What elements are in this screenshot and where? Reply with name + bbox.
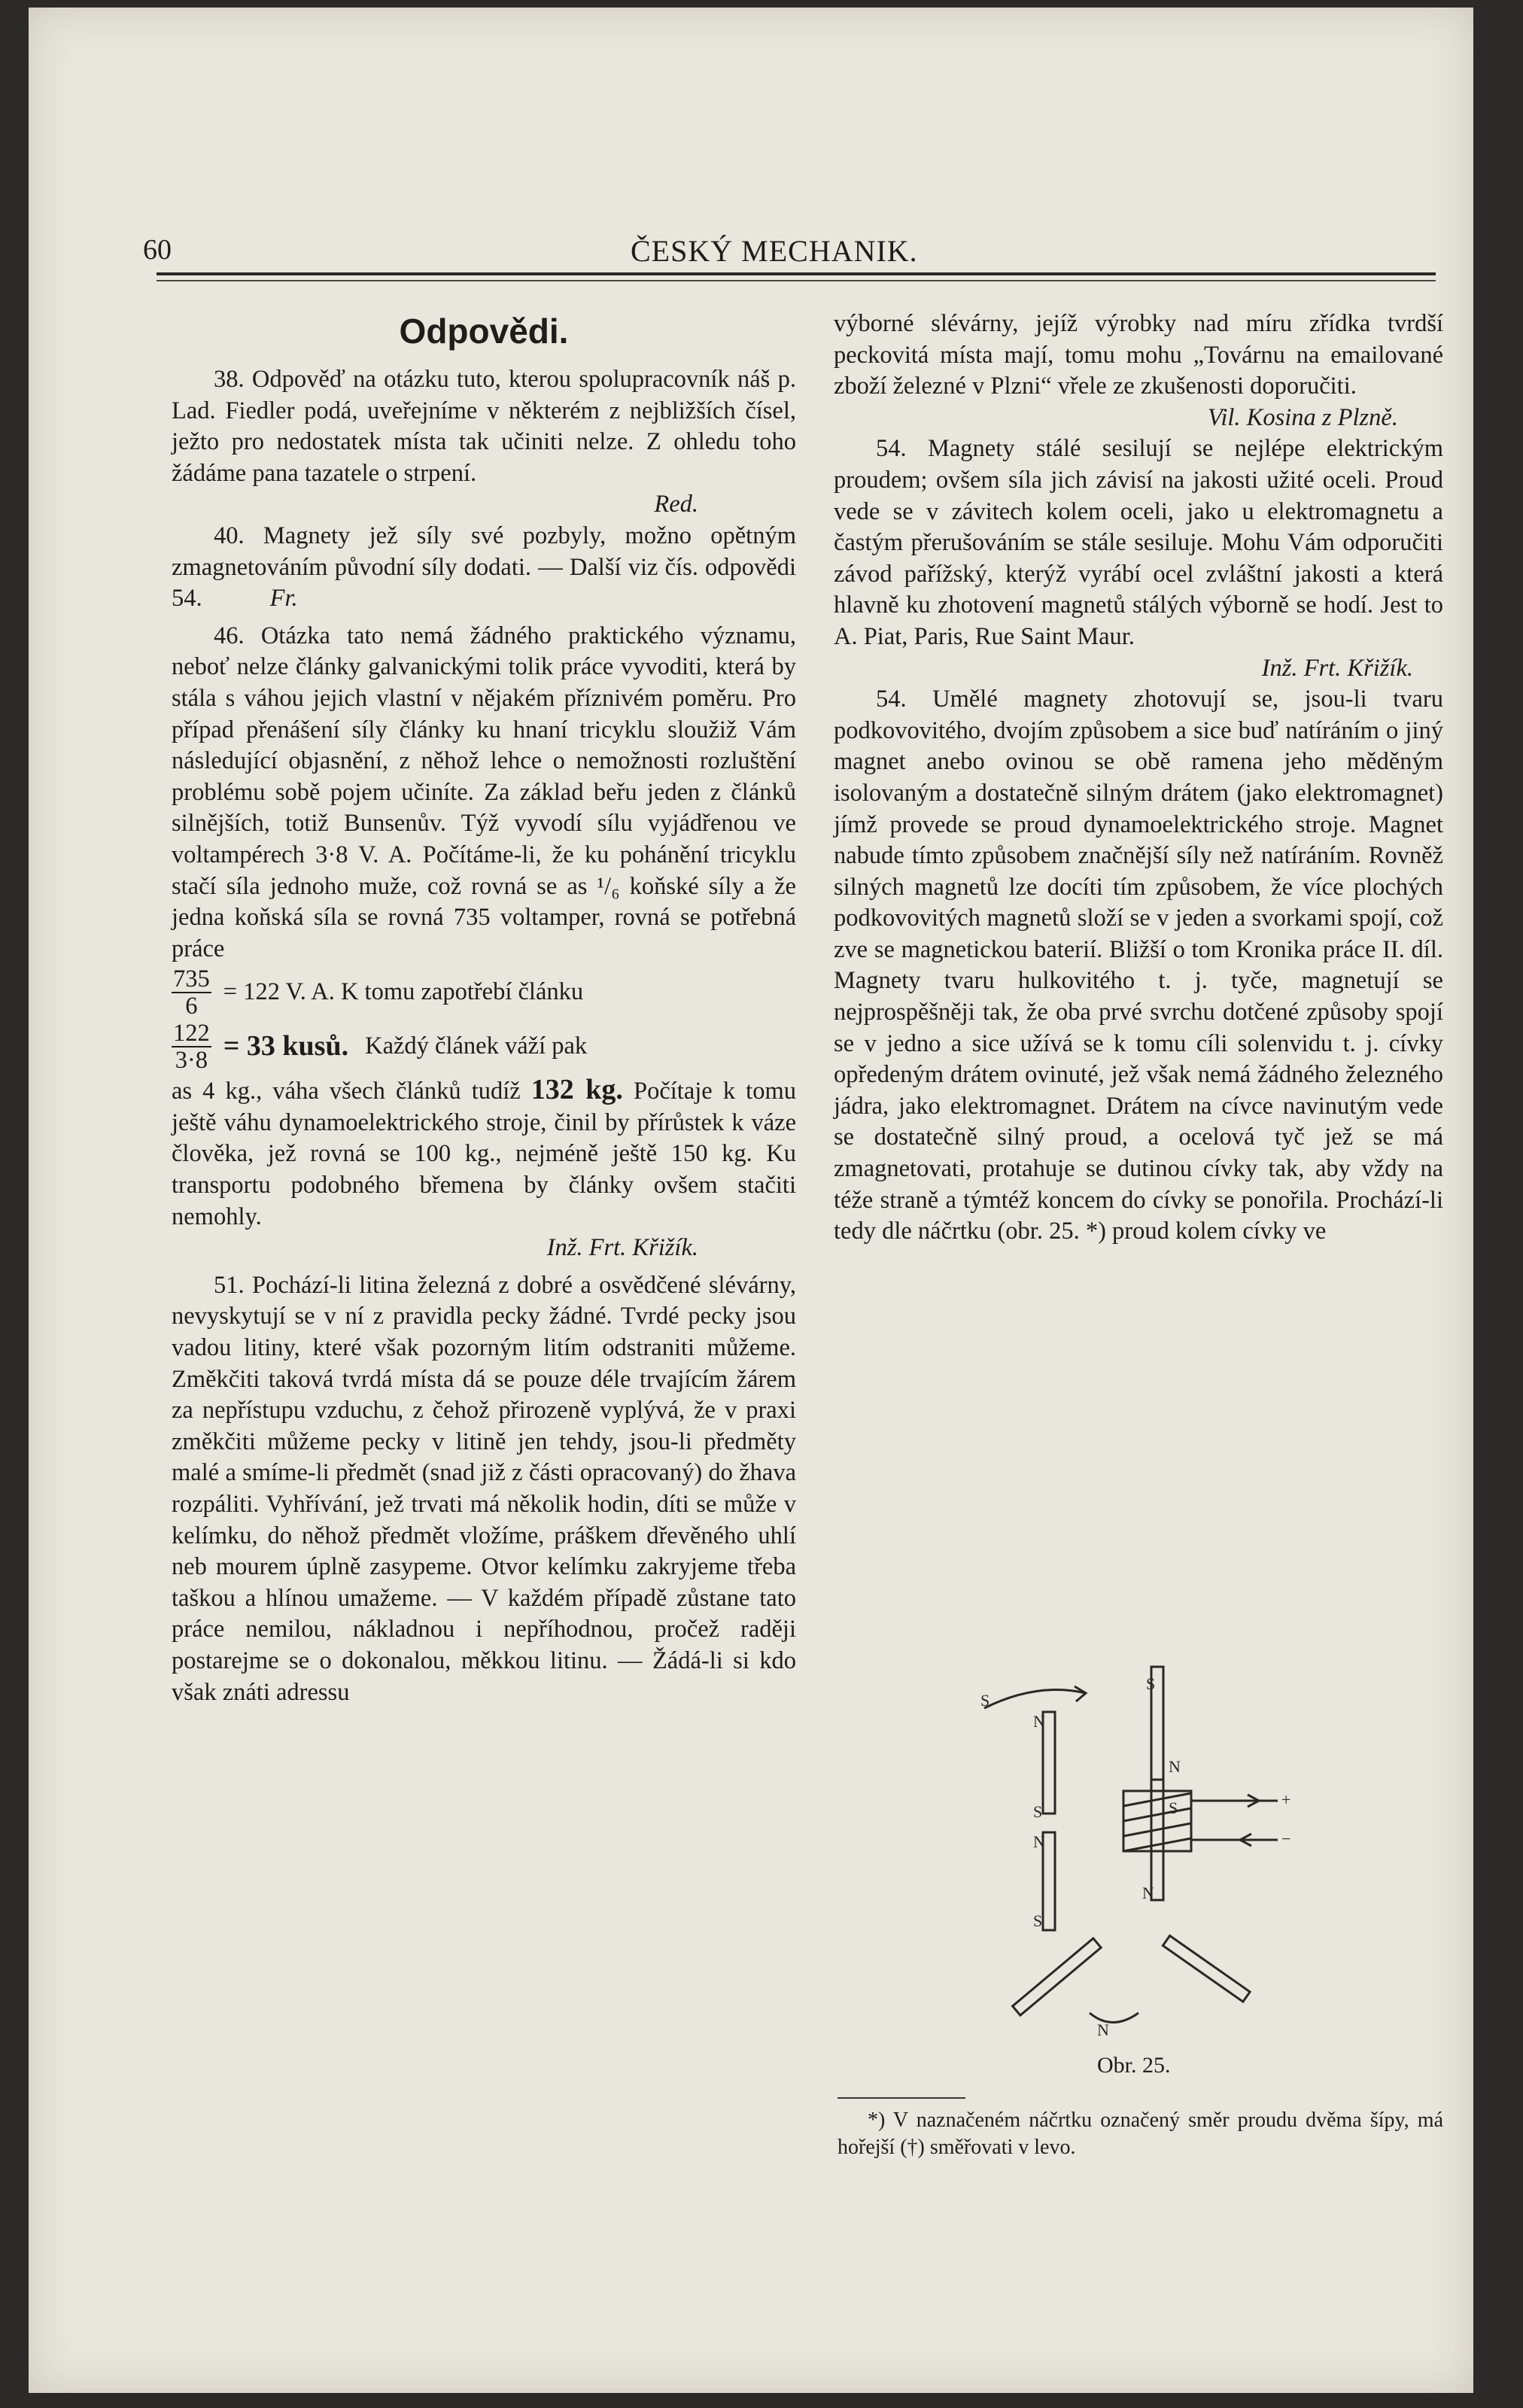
answer-51-continued: výborné slévárny, jejíž výrobky nad míru zřídka tvrdší peckovitá místa mají, tomu mohu „Továrnu na emailované zboží železné v Plzni“ vřele ze zkušenosti doporučiti. — [834, 310, 1443, 400]
signature-krizik-1-text: Inž. Frt. Křižík. — [546, 1234, 698, 1262]
fraction-numerator: 735 — [173, 965, 210, 993]
calculation-2-result: = 33 kusů. — [223, 1030, 349, 1063]
fraction-denominator: 6 — [185, 993, 198, 1020]
signature-red — [172, 489, 796, 521]
answer-54-first: 54. Magnety stálé sesilují se nejlépe elektrickým proudem; ovšem síla jich závisí na jakosti užité oceli. Proud vede se v závitech kolem oceli, jako u elektromagnetu a častým přerušováním se stále sesiluje. Mohu Vám odporučiti závod pařížský, kterýž vyrábí ocel zvláštní jakosti a která hlavně ku zhotovení magnetů stálých výborně se hodí. Jest to A. Piat, Paris, Rue Saint Maur. — [834, 435, 1443, 650]
page-header — [29, 226, 1473, 271]
signature-fr: Fr. — [269, 585, 298, 613]
calculation-2 — [172, 1020, 796, 1073]
svg-text:N: N — [1033, 1832, 1045, 1851]
answer-46-weight-text: as 4 kg., váha všech článků tudíž — [172, 1078, 521, 1105]
svg-text:+: + — [1281, 1790, 1291, 1809]
calculation-2-text: Každý článek váží pak — [365, 1032, 588, 1060]
fraction-122-38 — [172, 1020, 211, 1073]
svg-text:S: S — [1146, 1674, 1156, 1693]
answer-38: 38. Odpověď na otázku tuto, kterou spolupracovník náš p. Lad. Fiedler podá, uveřejníme v některém z nejbližších čísel, ježto pro nedostatek místa tak učiniti nelze. Z ohledu toho žádáme pana tazatele o strpení. — [172, 366, 796, 487]
svg-text:−: − — [1281, 1829, 1291, 1848]
header-rule — [157, 272, 1436, 275]
answer-40 — [172, 521, 796, 615]
svg-text:N: N — [1169, 1757, 1181, 1776]
header-rule-thin — [157, 280, 1436, 281]
signature-red-text: Red. — [654, 491, 698, 518]
footnote: *) V naznačeném náčrtku označený směr proudu dvěma šípy, má hořejší (†) směřovati v levo. — [837, 2109, 1443, 2159]
answer-54-second: 54. Umělé magnety zhotovují se, jsou-li tvaru podkovovitého, dvojím způsobem a sice buď natíráním o jiný magnet anebo ovinou se obě ramena jeho měděným isolovaným a dostatečně silným drátem (jako elektromagnet) jímž provede se proud dynamoelektrického stroje. Magnet nabude tímto způsobem značnější síly než natíráním. Rovněž silných magnetů lze docíti tím způsobem, že více plochých podkovovitých magnetů složí se v jeden a svorkami spojí, což zve se magnetickou baterií. Bližší o tom Kronika práce II. díl. Magnety tvaru hulkovitého t. j. tyče, magnetují se nejprospěšněji tak, že oba prvé svrchu dotčené způsoby spojí se v jedno a sice užívá se k tomu cíli solenvidu t. j. cívky opředeným drátem ovinuté, jež však nemá žádného železného jádra, jako elektromagnet. Drátem na cívce navinutým vede se dostatečně silný proud, a ocelová tyč jež se má zmagnetovati, protahuje se dutinou cívky tak, aby vždy na téže straně a týmtéž koncem do cívky se ponořila. Prochází-li tedy dle náčrtku (obr. 25. *) proud kolem cívky ve — [834, 686, 1443, 1245]
svg-text:S: S — [1033, 1911, 1043, 1930]
answer-51: 51. Pochází-li litina železná z dobré a osvědčené slévárny, nevyskytují se v ní z pravidla pecky žádné. Tvrdé pecky jsou vadou litiny, které však pozorným litím odstraniti můžeme. Změkčiti taková tvrdá místa dá se pouze déle trvajícím žárem za nepřístupu vzduchu, z čehož přirozeně vyplývá, že v praxi změkčiti můžeme pecky v litině jen tehdy, jsou-li předměty malé a smíme-li předmět (snad již z části opracovaný) do žhava rozpáliti. Vyhřívání, jež trvati má několik hodin, díti se může v kelímku, do něhož předmět vložíme, práškem dřevěného uhlí neb mourem úplně zasypeme. Otvor kelímku zakryjeme třeba taškou a hlínou umažeme. — V každém případě zůstane tato práce nemilou, nákladnou i nepříhodnou, pročež raději postarejme se o dokonalou, měkkou litinu. — Žádá-li si kdo však znáti adressu — [172, 1271, 796, 1706]
steel-bar-tilted-1 — [1013, 1938, 1102, 2015]
signature-kosina — [834, 403, 1443, 434]
signature-krizik-2-text: Inž. Frt. Křižík. — [1261, 654, 1413, 682]
fraction-735-6 — [172, 966, 211, 1019]
svg-text:S: S — [980, 1691, 990, 1710]
section-title: Odpovědi. — [399, 312, 569, 351]
svg-text:N: N — [1142, 1884, 1154, 1902]
svg-text:N: N — [1033, 1712, 1045, 1731]
signature-krizik-2 — [834, 653, 1443, 685]
left-column — [172, 309, 796, 1708]
footnote-rule — [837, 2097, 965, 2099]
calculation-1 — [172, 966, 796, 1019]
fraction-denominator: 3·8 — [175, 1047, 208, 1075]
signature-krizik-1 — [172, 1233, 796, 1264]
running-title: ČESKÝ MECHANIK. — [631, 234, 918, 268]
total-weight: 132 kg. — [530, 1074, 623, 1106]
signature-kosina-text: Vil. Kosina z Plzně. — [1207, 403, 1398, 431]
svg-text:S: S — [1033, 1802, 1043, 1821]
answer-46-continued — [172, 1075, 796, 1233]
calculation-1-text: = 122 V. A. K tomu zapotřebí článku — [223, 978, 584, 1006]
answer-40-text: 40. Magnety jež síly své pozbyly, možno opětným zmagnetováním původní síly dodati. — Další viz čís. odpovědi 54. — [172, 521, 796, 613]
svg-text:S: S — [1169, 1798, 1178, 1817]
figure-caption: Obr. 25. — [1097, 2053, 1171, 2078]
steel-bar-tilted-2 — [1163, 1935, 1250, 2002]
answer-46-conclusion: Počítaje k tomu ještě váhu dynamoelektrického stroje, činil by přírůstek k váze člověka, jež rovná se 100 kg., nejméně ještě 150 kg. Ku transportu podobného břemena by články ovšem stačiti nemohly. — [172, 1078, 796, 1230]
solenoid-figure — [954, 1659, 1300, 2043]
svg-text:N: N — [1097, 2020, 1109, 2039]
page-sheet — [29, 8, 1473, 2393]
page-number: 60 — [143, 234, 172, 266]
answer-46: 46. Otázka tato nemá žádného praktického významu, neboť nelze články galvanickými tolik práce vyvoditi, která by stála s váhou jejich vlastní v nějakém příznivém poměru. Pro případ přenášení síly články ku hnaní tricyklu sloužiž Vám následující objasnění, z něhož lehce o nemožnosti rozluštění problému sobě pojem učiníte. Za základ beřu jeden z článků silnějších, totiž Bunsenův. Týž vyvodí sílu vyjádřenou ve voltampérech 3·8 V. A. Počítáme-li, že ku pohánění tricyklu stačí síla jednoho muže, což rovná se as ¹/₆ koňské síly a že jedna koňská síla se rovná 735 voltamper, rovná se potřebná práce — [172, 622, 796, 962]
right-column — [834, 309, 1443, 1248]
fraction-numerator: 122 — [173, 1020, 210, 1047]
